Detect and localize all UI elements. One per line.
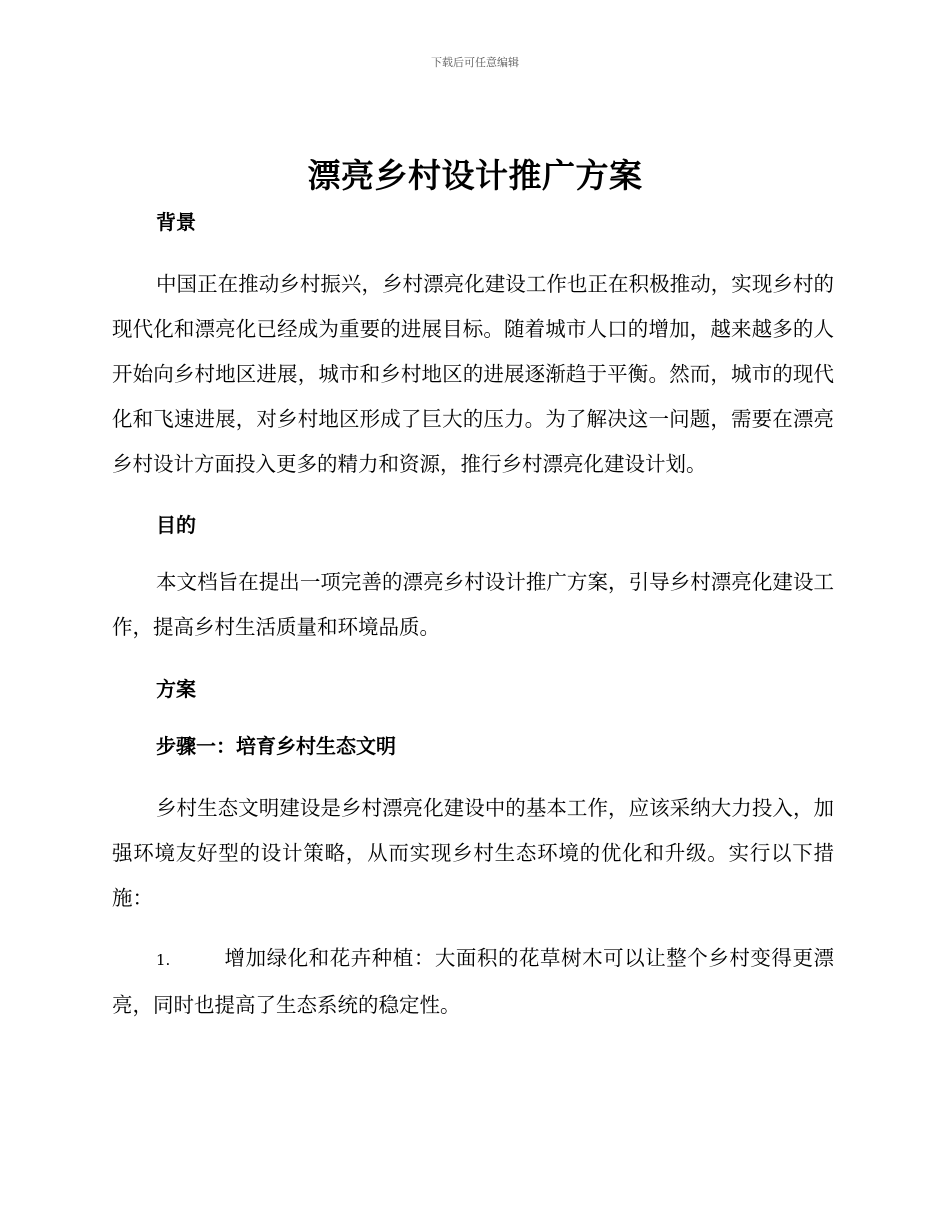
- document-title: 漂亮乡村设计推广方案: [307, 156, 643, 195]
- list-item: [112, 936, 834, 1028]
- list-item-text: 增加绿化和花卉种植：大面积的花草树木可以让整个乡村变得更漂亮，同时也提高了生态系统的稳定性。: [112, 946, 834, 1017]
- section-heading-purpose: 目的: [156, 513, 196, 537]
- section-heading-plan: 方案: [156, 677, 196, 701]
- background-paragraph: 中国正在推动乡村振兴，乡村漂亮化建设工作也正在积极推动，实现乡村的现代化和漂亮化已经成为重要的进展目标。随着城市人口的增加，越来越多的人开始向乡村地区进展，城市和乡村地区的进展逐渐趋于平衡。然而，城市的现代化和飞速进展，对乡村地区形成了巨大的压力。为了解决这一问题，需要在漂亮乡村设计方面投入更多的精力和资源，推行乡村漂亮化建设计划。: [112, 272, 834, 476]
- header-note: 下载后可任意编辑: [431, 56, 519, 69]
- document-body: [112, 205, 834, 1028]
- purpose-paragraph: 本文档旨在提出一项完善的漂亮乡村设计推广方案，引导乡村漂亮化建设工作，提高乡村生活质量和环境品质。: [112, 570, 834, 639]
- list-item-number: 1.: [156, 951, 171, 969]
- step1-heading: 步骤一：培育乡村生态文明: [156, 734, 396, 758]
- section-heading-background: 背景: [156, 210, 196, 234]
- step1-paragraph: 乡村生态文明建设是乡村漂亮化建设中的基本工作，应该采纳大力投入，加强环境友好型的设计策略，从而实现乡村生态环境的优化和升级。实行以下措施：: [112, 796, 834, 910]
